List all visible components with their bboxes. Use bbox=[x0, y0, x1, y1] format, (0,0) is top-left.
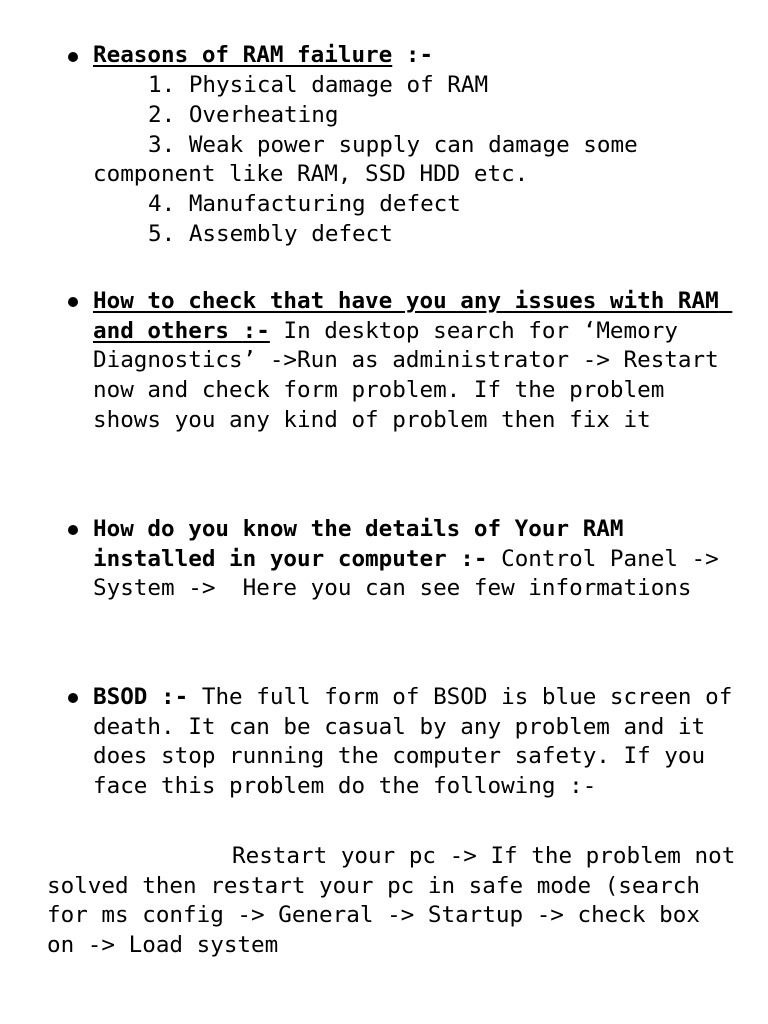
section5-body: Restart your pc -> If the problem not solved then restart your pc in safe mode (search for ms config -> General -> Startup -> check box on -> Load system bbox=[47, 843, 749, 959]
list-item bbox=[148, 71, 488, 101]
list-item-number: 2. bbox=[148, 102, 176, 128]
list-item-continuation bbox=[93, 160, 528, 190]
section4-paragraph bbox=[93, 683, 746, 802]
section1-heading: Reasons of RAM failure bbox=[93, 42, 393, 68]
section2-body: In desktop search for ‘Memory Diagnostics’ ->Run as administrator -> Restart now and check form problem. If the problem shows you any kind of problem then fix it bbox=[93, 317, 733, 433]
section4-separator: :- bbox=[147, 684, 189, 710]
section1-separator: :- bbox=[392, 42, 434, 68]
list-item bbox=[148, 220, 393, 250]
list-item bbox=[148, 190, 461, 220]
list-item-number: 3. bbox=[148, 132, 176, 158]
list-item-number: 4. bbox=[148, 191, 176, 217]
list-item-text: Manufacturing defect bbox=[188, 191, 461, 217]
section3-heading: How do you know the details of Your RAM installed in your computer bbox=[93, 516, 638, 572]
bullet-icon bbox=[68, 525, 78, 535]
list-item bbox=[148, 131, 638, 161]
section3-separator: :- bbox=[446, 545, 488, 572]
bullet-icon bbox=[68, 52, 78, 62]
list-item-continuation-text: component like RAM, SSD HDD etc. bbox=[93, 161, 529, 187]
section3-body: Control Panel -> System -> Here you can see few informations bbox=[93, 545, 733, 602]
section2-paragraph bbox=[93, 287, 733, 436]
section1-heading-line bbox=[93, 41, 433, 71]
list-item-text: Weak power supply can damage some bbox=[188, 132, 638, 158]
list-item-number: 5. bbox=[148, 221, 176, 247]
section4-heading: BSOD bbox=[93, 684, 148, 710]
bullet-icon bbox=[68, 297, 78, 307]
list-item-text: Assembly defect bbox=[188, 221, 393, 247]
bullet-icon bbox=[68, 693, 78, 703]
section2-separator: :- bbox=[242, 317, 270, 344]
section4-body: The full form of BSOD is blue screen of death. It can be casual by any problem and it does stop running the computer safety. If you face this problem do the following :- bbox=[93, 684, 746, 800]
list-item-number: 1. bbox=[148, 72, 176, 98]
section2-heading: How to check that have you any issues with RAM and others bbox=[93, 288, 733, 344]
section5-paragraph bbox=[47, 842, 749, 961]
section3-paragraph bbox=[93, 515, 733, 604]
list-item-text: Physical damage of RAM bbox=[188, 72, 489, 98]
list-item bbox=[148, 101, 338, 131]
list-item-text: Overheating bbox=[188, 102, 339, 128]
